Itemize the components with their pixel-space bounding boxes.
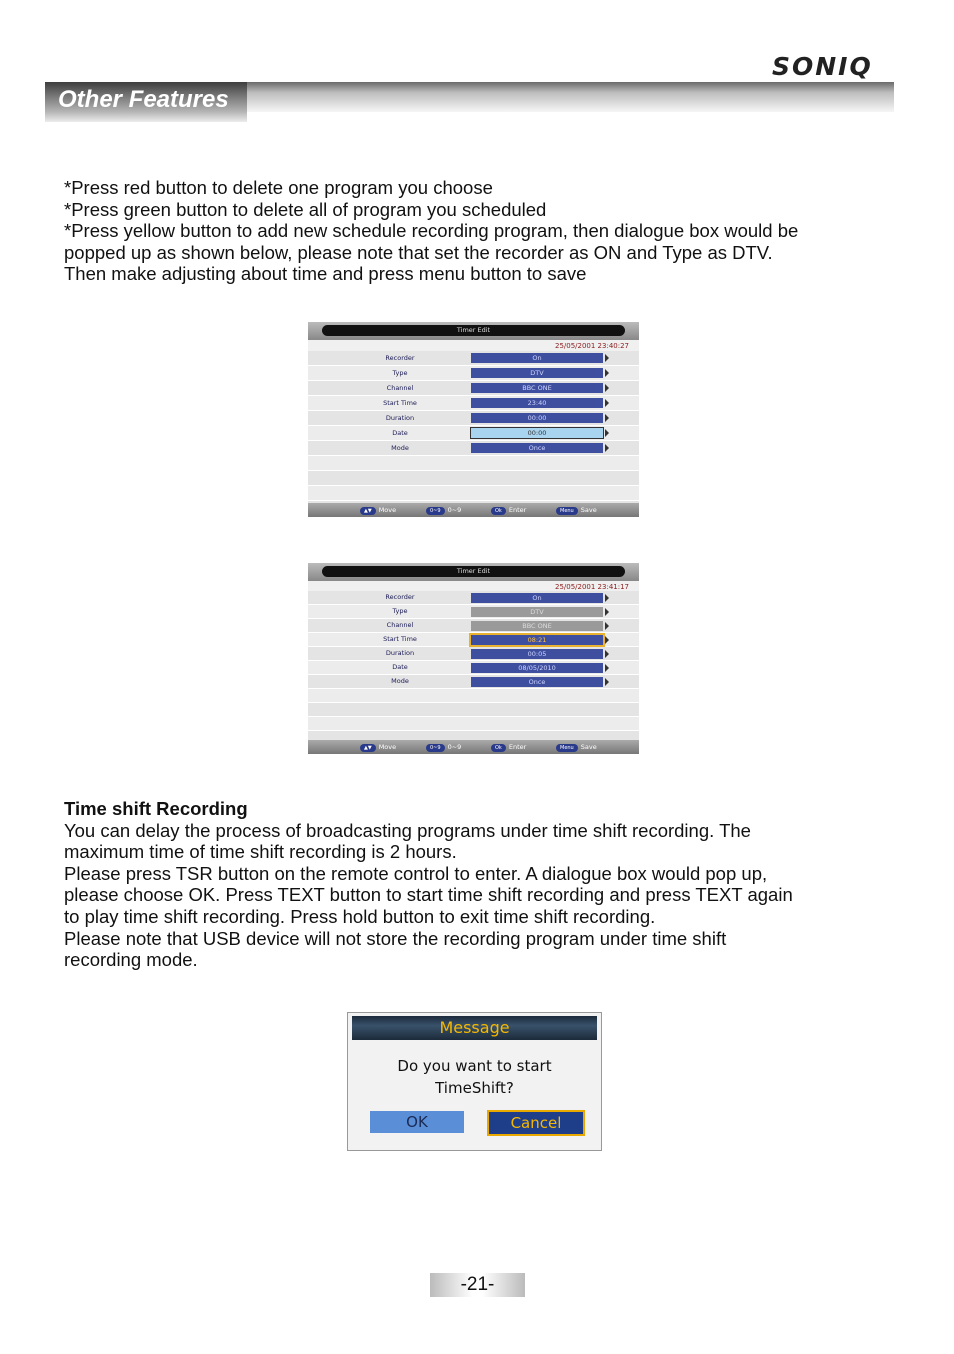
- row-label: Start Time: [383, 399, 417, 407]
- ok-key-icon: Ok: [491, 507, 506, 515]
- row-value-disabled: DTV: [471, 607, 603, 617]
- row-value[interactable]: On: [471, 593, 603, 603]
- arrow-right-icon: [605, 369, 609, 377]
- timeshift-line: You can delay the process of broadcasting programs under time shift recording. The: [64, 819, 751, 841]
- ok-button[interactable]: OK: [370, 1111, 464, 1133]
- cancel-button[interactable]: Cancel: [487, 1110, 585, 1136]
- arrow-right-icon: [605, 384, 609, 392]
- row-value[interactable]: DTV: [471, 368, 603, 378]
- dialog-question-line: Do you want to start: [397, 1057, 552, 1075]
- row-label: Mode: [391, 677, 409, 685]
- row-label: Recorder: [385, 354, 415, 362]
- dialog-title: Message: [439, 1018, 510, 1037]
- row-value-selected[interactable]: 08:21: [471, 635, 603, 645]
- timeshift-line: maximum time of time shift recording is 2 hours.: [64, 841, 457, 863]
- timeshift-section: [64, 798, 793, 971]
- row-value[interactable]: 00:00: [471, 413, 603, 423]
- timer-row-type[interactable]: [308, 366, 639, 381]
- timeshift-line: please choose OK. Press TEXT button to start time shift recording and press TEXT again: [64, 884, 793, 906]
- row-label: Mode: [391, 444, 409, 452]
- arrow-right-icon: [605, 636, 609, 644]
- arrow-right-icon: [605, 650, 609, 658]
- row-label: Type: [392, 607, 408, 615]
- intro-paragraph: [64, 177, 798, 285]
- timer-row-date[interactable]: [308, 426, 639, 441]
- footer-num-label: 0~9: [447, 506, 462, 514]
- row-label: Date: [392, 429, 408, 437]
- footer-save: [556, 506, 597, 515]
- footer-enter: [491, 743, 526, 752]
- row-label: Duration: [385, 414, 415, 422]
- row-label: Date: [392, 663, 408, 671]
- footer-save: [556, 743, 597, 752]
- row-value[interactable]: Once: [471, 443, 603, 453]
- row-value[interactable]: 23:40: [471, 398, 603, 408]
- move-key-icon: ▲▼: [360, 507, 376, 515]
- screen-datetime: 25/05/2001 23:41:17: [554, 583, 629, 591]
- row-label: Duration: [385, 649, 415, 657]
- row-value[interactable]: BBC ONE: [471, 383, 603, 393]
- screen-datetime: 25/05/2001 23:40:27: [554, 342, 629, 350]
- dialog-question: [348, 1055, 601, 1099]
- row-value-selected[interactable]: 00:00: [471, 428, 603, 438]
- dialog-question-line: TimeShift?: [435, 1079, 514, 1097]
- screen-title: Timer Edit: [456, 567, 491, 575]
- footer-enter-label: Enter: [508, 506, 527, 514]
- row-value-disabled: BBC ONE: [471, 621, 603, 631]
- footer-num: [426, 506, 461, 515]
- timer-row-recorder[interactable]: [308, 591, 639, 605]
- timeshift-line: Please note that USB device will not store the recording program under time shift: [64, 927, 727, 949]
- timeshift-line: to play time shift recording. Press hold button to exit time shift recording.: [64, 905, 656, 927]
- footer-save-label: Save: [580, 506, 597, 514]
- arrow-right-icon: [605, 444, 609, 452]
- screen-title: Timer Edit: [456, 326, 491, 334]
- num-key-icon: 0~9: [426, 744, 445, 752]
- empty-row: [308, 456, 639, 471]
- timer-row-recorder[interactable]: [308, 351, 639, 366]
- arrow-right-icon: [605, 354, 609, 362]
- intro-line: *Press yellow button to add new schedule recording program, then dialogue box would be: [64, 220, 799, 242]
- timer-edit-screen-1: [308, 322, 639, 517]
- footer-move-label: Move: [378, 506, 397, 514]
- footer-move: [360, 506, 396, 515]
- intro-line: Then make adjusting about time and press menu button to save: [64, 263, 587, 285]
- timer-edit-screen-2: [308, 563, 639, 754]
- empty-row: [308, 486, 639, 501]
- row-label: Channel: [386, 384, 414, 392]
- timer-row-channel[interactable]: [308, 381, 639, 396]
- arrow-right-icon: [605, 664, 609, 672]
- timeshift-line: Please press TSR button on the remote control to enter. A dialogue box would pop up,: [64, 862, 768, 884]
- intro-line: *Press green button to delete all of program you scheduled: [64, 198, 547, 220]
- arrow-right-icon: [605, 608, 609, 616]
- timer-row-start-time[interactable]: [308, 633, 639, 647]
- footer-num-label: 0~9: [447, 743, 462, 751]
- footer-move-label: Move: [378, 743, 397, 751]
- move-key-icon: ▲▼: [360, 744, 376, 752]
- timer-row-duration[interactable]: [308, 411, 639, 426]
- screen-footer: [308, 503, 639, 517]
- row-label: Channel: [386, 621, 414, 629]
- empty-row: [308, 471, 639, 486]
- page-number: -21-: [430, 1273, 525, 1297]
- timer-row-channel[interactable]: [308, 619, 639, 633]
- num-key-icon: 0~9: [426, 507, 445, 515]
- timer-row-mode[interactable]: [308, 675, 639, 689]
- footer-enter-label: Enter: [508, 743, 527, 751]
- timer-row-mode[interactable]: [308, 441, 639, 456]
- row-label: Type: [392, 369, 408, 377]
- timer-row-duration[interactable]: [308, 647, 639, 661]
- footer-num: [426, 743, 461, 752]
- timeshift-message-dialog: [347, 1012, 602, 1151]
- screen-footer: [308, 740, 639, 754]
- brand-logo: SONIQ: [772, 52, 873, 81]
- row-value[interactable]: 00:05: [471, 649, 603, 659]
- row-label: Start Time: [383, 635, 417, 643]
- arrow-right-icon: [605, 678, 609, 686]
- empty-row: [308, 717, 639, 731]
- timer-rows: [308, 591, 639, 745]
- footer-enter: [491, 506, 526, 515]
- footer-move: [360, 743, 396, 752]
- intro-line: *Press red button to delete one program you choose: [64, 177, 493, 198]
- empty-row: [308, 703, 639, 717]
- ok-key-icon: Ok: [491, 744, 506, 752]
- arrow-right-icon: [605, 399, 609, 407]
- arrow-right-icon: [605, 414, 609, 422]
- row-value[interactable]: Once: [471, 677, 603, 687]
- menu-key-icon: Menu: [556, 507, 578, 515]
- arrow-right-icon: [605, 429, 609, 437]
- footer-save-label: Save: [580, 743, 597, 751]
- timer-row-type[interactable]: [308, 605, 639, 619]
- timer-rows: [308, 351, 639, 516]
- timeshift-heading: Time shift Recording: [64, 798, 248, 819]
- section-title: Other Features: [58, 86, 229, 113]
- arrow-right-icon: [605, 622, 609, 630]
- row-label: Recorder: [385, 593, 415, 601]
- row-value[interactable]: 08/05/2010: [471, 663, 603, 673]
- arrow-right-icon: [605, 594, 609, 602]
- timer-row-start-time[interactable]: [308, 396, 639, 411]
- menu-key-icon: Menu: [556, 744, 578, 752]
- timer-row-date[interactable]: [308, 661, 639, 675]
- row-value[interactable]: On: [471, 353, 603, 363]
- timeshift-line: recording mode.: [64, 949, 198, 971]
- intro-line: popped up as shown below, please note that set the recorder as ON and Type as DTV.: [64, 241, 773, 263]
- empty-row: [308, 689, 639, 703]
